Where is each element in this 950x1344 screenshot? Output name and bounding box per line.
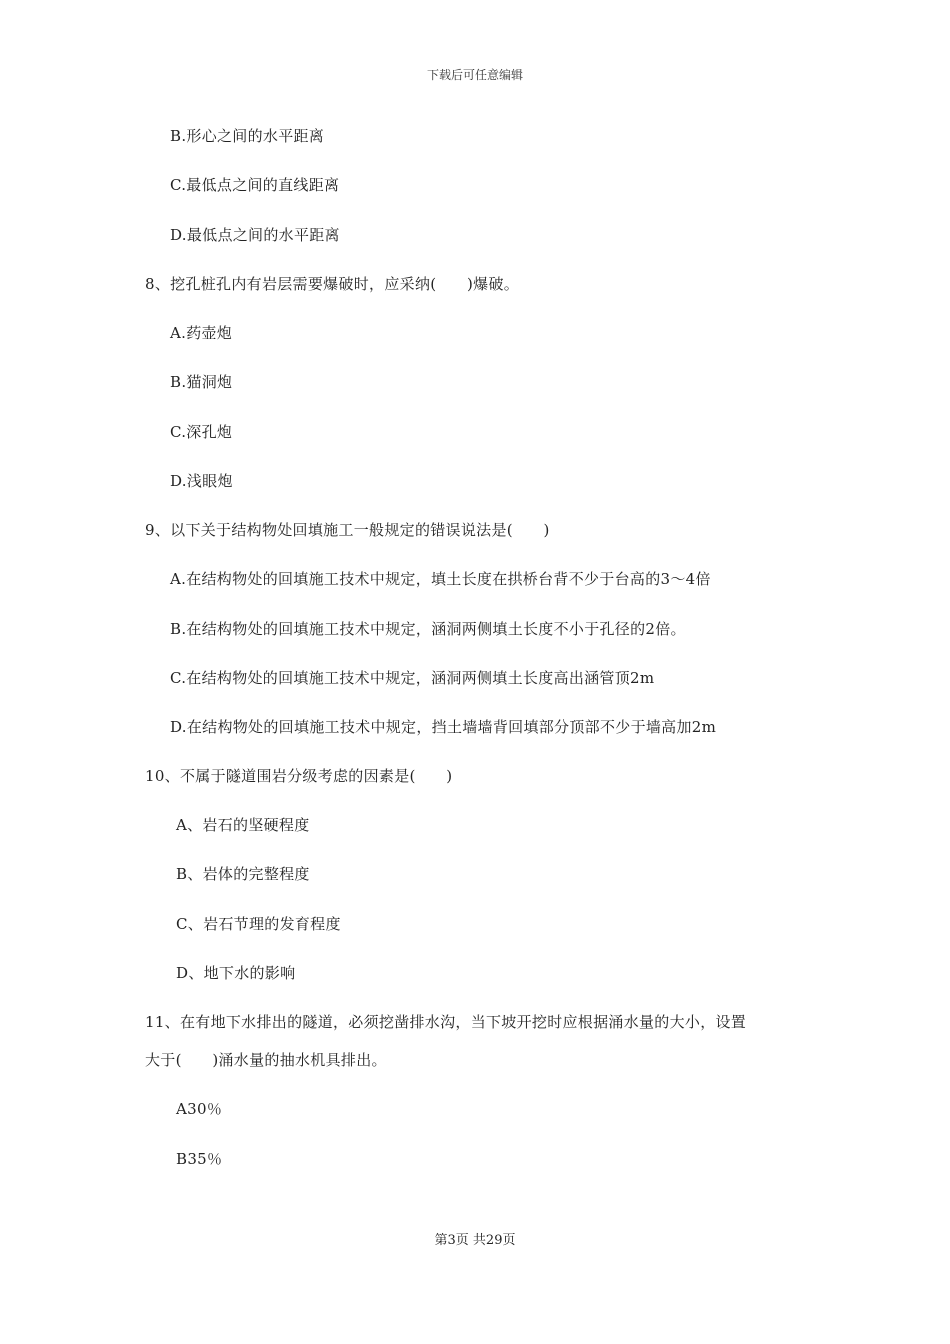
q10-option-d: D、地下水的影响 (176, 964, 296, 982)
q7-option-c: C.最低点之间的直线距离 (170, 176, 340, 194)
page-footer: 第3页 共29页 (434, 1233, 516, 1248)
q9-option-d: D.在结构物处的回填施工技术中规定，挡土墙墙背回填部分顶部不少于墙高加2m (170, 718, 717, 736)
q9-stem: 9、以下关于结构物处回填施工一般规定的错误说法是( ) (145, 521, 550, 539)
q11-option-a: A30％ (176, 1100, 223, 1118)
q9-option-b: B.在结构物处的回填施工技术中规定，涵洞两侧填土长度不小于孔径的2倍。 (170, 620, 686, 638)
q11-stem-line-1: 11、在有地下水排出的隧道，必须挖凿排水沟，当下坡开挖时应根据涌水量的大小，设置 (145, 1013, 747, 1031)
q8-option-d: D.浅眼炮 (170, 472, 233, 490)
q10-option-b: B、岩体的完整程度 (176, 865, 310, 883)
q9-option-a: A.在结构物处的回填施工技术中规定，填土长度在拱桥台背不少于台高的3～4倍 (170, 570, 711, 588)
q8-option-b: B.猫洞炮 (170, 373, 233, 391)
q8-stem: 8、挖孔桩孔内有岩层需要爆破时，应采纳( )爆破。 (145, 275, 520, 293)
q7-option-b: B.形心之间的水平距离 (170, 127, 325, 145)
q7-option-d: D.最低点之间的水平距离 (170, 226, 340, 244)
q11-option-b: B35％ (176, 1150, 223, 1168)
page-header: 下载后可任意编辑 (426, 68, 523, 82)
q11-stem-line-2: 大于( )涌水量的抽水机具排出。 (145, 1051, 387, 1069)
q10-stem: 10、不属于隧道围岩分级考虑的因素是( ) (145, 767, 453, 785)
q10-option-c: C、岩石节理的发育程度 (176, 915, 341, 933)
q8-option-c: C.深孔炮 (170, 423, 233, 441)
q8-option-a: A.药壶炮 (170, 324, 233, 342)
q10-option-a: A、岩石的坚硬程度 (176, 816, 310, 834)
q9-option-c: C.在结构物处的回填施工技术中规定，涵洞两侧填土长度高出涵管顶2m (170, 669, 655, 687)
